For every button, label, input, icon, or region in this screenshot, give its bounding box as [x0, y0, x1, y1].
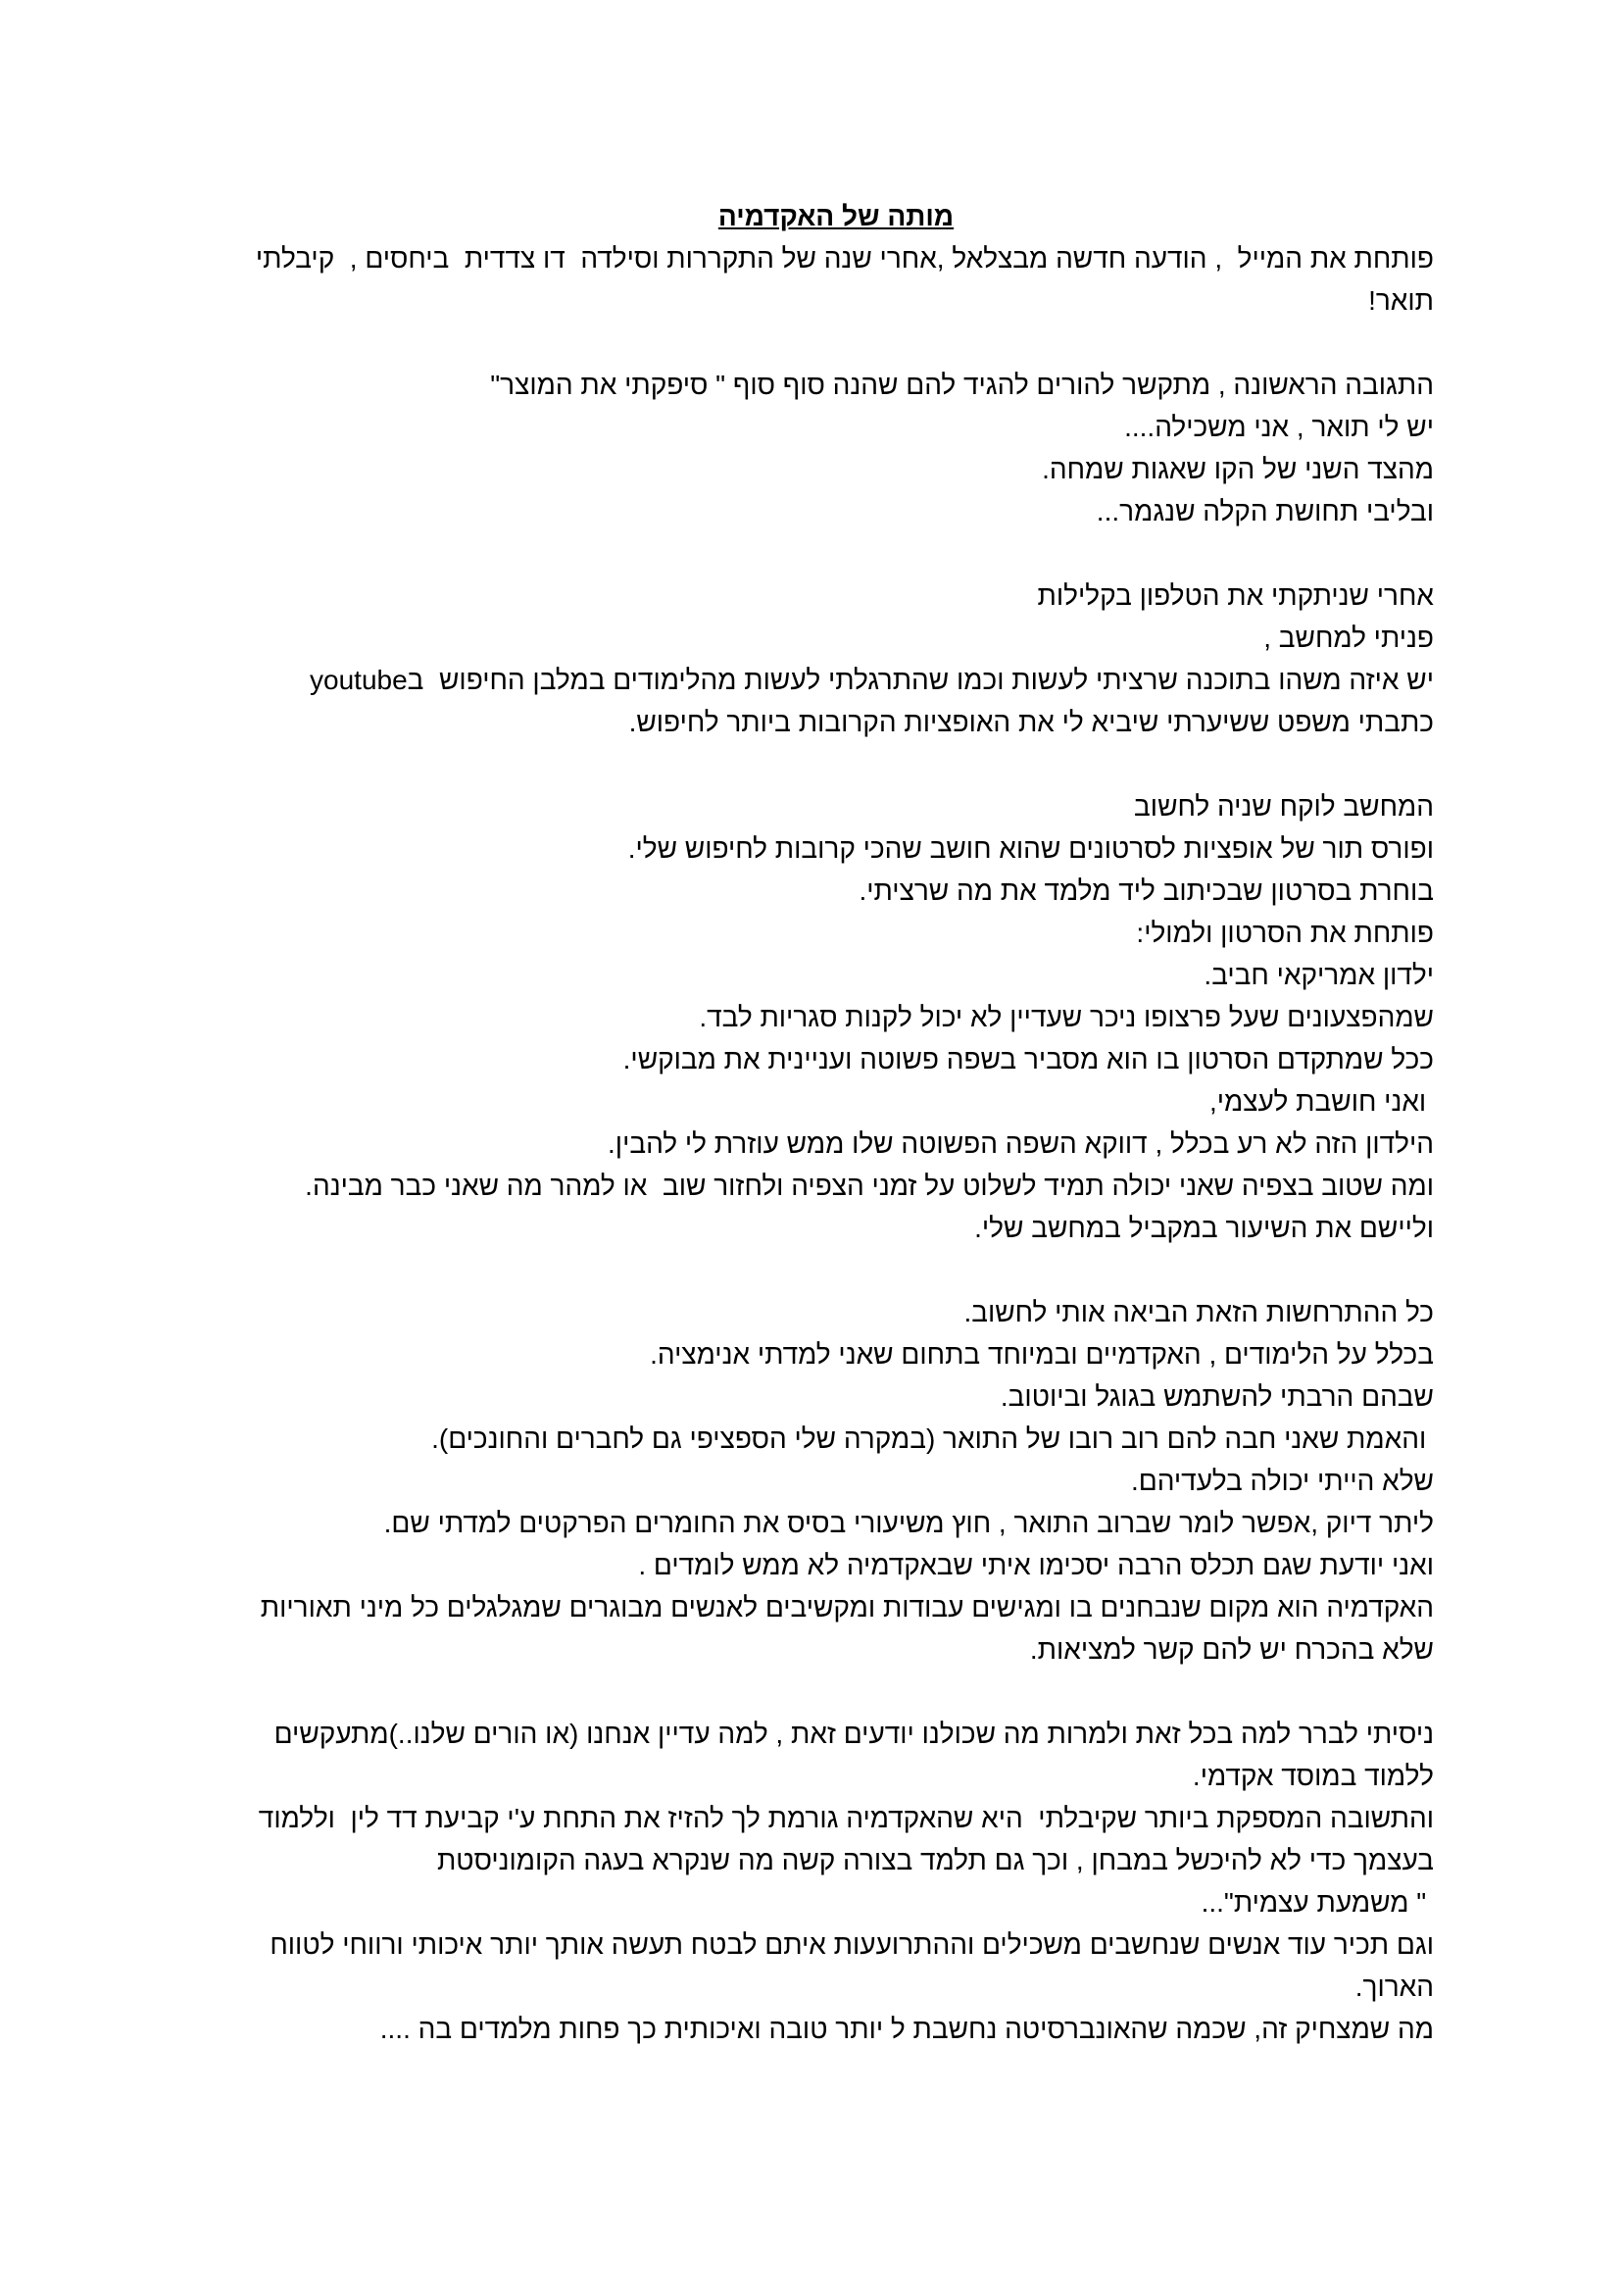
text-line: האקדמיה הוא מקום שנבחנים בו ומגישים עבודות ומקשיבים לאנשים מבוגרים שמגלגלים כל מיני תאוריות [260, 1592, 1434, 1622]
paragraph [238, 574, 1434, 743]
text-line: שמהפצעונים שעל פרצופו ניכר שעדיין לא יכול לקנות סגריות לבד. [699, 1002, 1434, 1032]
paragraph-spacer [238, 1671, 1434, 1713]
text-line: המחשב לוקח שניה לחשוב [1134, 791, 1434, 822]
text-line: ניסיתי לברר למה בכל זאת ולמרות מה שכולנו יודעים זאת , למה עדיין אנחנו (או הורים שלנו..)מתעקשים [273, 1719, 1434, 1749]
text-line: שלא בהכרח יש להם קשר למציאות. [1029, 1634, 1434, 1665]
text-line: ילדון אמריקאי חביב. [1204, 960, 1434, 990]
text-line: בעצמך כדי לא להיכשל במבחן , וכך גם תלמד בצורה קשה מה שנקרא בעגה הקומוניסטת [436, 1845, 1434, 1875]
paragraph-spacer [238, 1249, 1434, 1291]
text-line: שבהם הרבתי להשתמש בגוגל וביוטוב. [1000, 1381, 1434, 1412]
text-line: בוחרת בסרטון שבכיתוב ליד מלמד את מה שרציתי. [859, 875, 1434, 906]
text-line: ככל שמתקדם הסרטון בו הוא מסביר בשפה פשוטה ועניינית את מבוקשי. [622, 1044, 1434, 1074]
text-line: פניתי למחשב , [1263, 623, 1434, 653]
text-line: שלא הייתי יכולה בלעדיהם. [1130, 1466, 1434, 1496]
document-title: מותה של האקדמיה [717, 201, 955, 231]
paragraph [238, 785, 1434, 1249]
text-line: אחרי שניתקתי את הטלפון בקלילות [1037, 580, 1434, 611]
text-line: יש לי תואר , אני משכילה.... [1124, 412, 1434, 442]
text-line: בכלל על הלימודים , האקדמיים ובמיוחד בתחום שאני למדתי אנימציה. [650, 1339, 1434, 1370]
text-line: ואני יודעת שגם תכלס הרבה יסכימו איתי שבאקדמיה לא ממש לומדים . [638, 1550, 1434, 1580]
text-line: ליתר דיוק ,אפשר לומר שברוב התואר , חוץ משיעורי בסיס את החומרים הפרקטים למדתי שם. [383, 1508, 1434, 1538]
text-line: ומה שטוב בצפיה שאני יכולה תמיד לשלוט על זמני הצפיה ולחזור שוב או למהר מה שאני כבר מבינה. [305, 1171, 1434, 1201]
text-line: והאמת שאני חבה להם רוב רובו של התואר (במקרה שלי הספציפי גם לחברים והחונכים). [431, 1423, 1434, 1454]
text-line: ואני חושבת לעצמי, [1208, 1086, 1434, 1117]
text-line: ללמוד במוסד אקדמי. [1192, 1761, 1434, 1791]
text-line: כל ההתרחשות הזאת הביאה אותי לחשוב. [963, 1297, 1434, 1327]
text-line: יש איזה משהו בתוכנה שרציתי לעשות וכמו שהתרגלתי לעשות מהלימודים במלבן החיפוש בyoutube [310, 665, 1434, 695]
text-line: ופורס תור של אופציות לסרטונים שהוא חושב שהכי קרובות לחיפוש שלי. [627, 833, 1434, 864]
text-line: פותחת את הסרטון ולמולי: [1136, 918, 1434, 948]
paragraph [238, 1713, 1434, 2050]
paragraph-spacer [238, 322, 1434, 364]
text-line: כתבתי משפט ששיערתי שיביא לי את האופציות הקרובות ביותר לחיפוש. [628, 707, 1434, 737]
text-line: " משמעת עצמית"... [1201, 1887, 1434, 1918]
text-line: וליישם את השיעור במקביל במחשב שלי. [974, 1213, 1434, 1243]
text-line: הארוך. [1354, 1972, 1434, 2002]
text-line: וגם תכיר עוד אנשים שנחשבים משכילים וההתרועעות איתם לבטח תעשה אותך יותר איכותי ורווחי לטווח [270, 1929, 1434, 1960]
document-body [238, 237, 1434, 2050]
text-line: והתשובה המספקת ביותר שקיבלתי היא שהאקדמיה גורמת לך להזיז את התחת ע'י קביעת דד לין וללמוד [258, 1803, 1434, 1833]
text-line: ובליבי תחושת הקלה שנגמר... [1096, 496, 1434, 526]
text-line: תואר! [1368, 285, 1434, 316]
text-line: מהצד השני של הקו שאגות שמחה. [1042, 454, 1434, 484]
text-line: פותחת את המייל , הודעה חדשה מבצלאל ,אחרי שנה של התקררות וסילדה דו צדדית ביחסים , קיבלתי [255, 243, 1434, 274]
text-line: התגובה הראשונה , מתקשר להורים להגיד להם שהנה סוף סוף " סיפקתי את המוצר" [490, 370, 1434, 400]
text-line: הילדון הזה לא רע בכלל , דווקא השפה הפשוטה שלו ממש עוזרת לי להבין. [608, 1128, 1434, 1159]
paragraph-spacer [238, 743, 1434, 785]
text-line: מה שמצחיק זה, שכמה שהאונברסיטה נחשבת ל יותר טובה ואיכותית כך פחות מלמדים בה .... [379, 2014, 1434, 2044]
paragraph-spacer [238, 532, 1434, 574]
paragraph [238, 237, 1434, 322]
paragraph [238, 364, 1434, 532]
paragraph [238, 1291, 1434, 1671]
document-page [238, 195, 1434, 2050]
